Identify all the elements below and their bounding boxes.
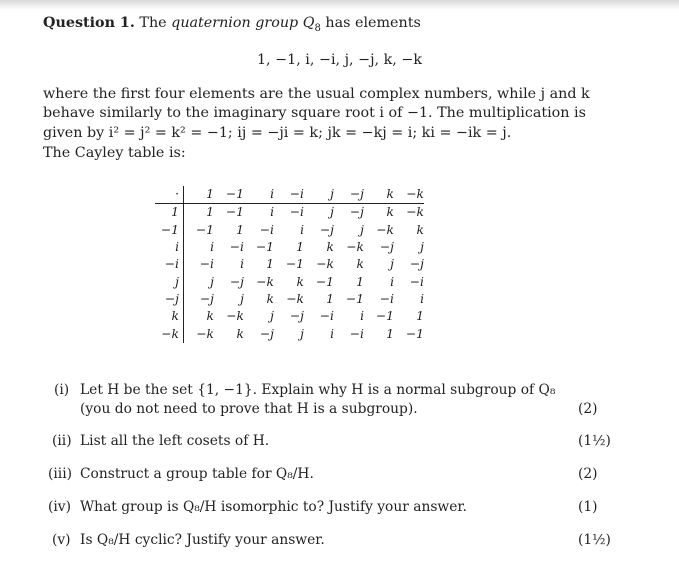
part-iii-mark: (2)	[578, 466, 598, 482]
table-row	[155, 273, 424, 290]
row-header: i	[155, 239, 184, 256]
intro-term: quaternion group Q	[171, 15, 315, 31]
col-header: j	[304, 186, 334, 204]
question-intro	[43, 14, 421, 38]
row-header: −1	[155, 222, 184, 239]
part-i-text: Let H be the set {1, −1}. Explain why H is a normal subgroup of Q₈	[80, 382, 556, 398]
cayley-table	[155, 186, 424, 343]
table-cell: j	[270, 309, 274, 324]
table-cell: −j	[379, 240, 394, 255]
table-cell: −j	[259, 326, 274, 341]
row-header: 1	[155, 204, 184, 222]
row-header: −i	[155, 256, 184, 273]
table-row	[155, 239, 424, 256]
table-row	[155, 325, 424, 342]
paragraph-line-3: given by i² = j² = k² = −1; ij = −ji = k; jk = −kj = i; ki = −ik = j.	[43, 125, 512, 141]
table-cell: i	[420, 291, 424, 306]
intro-pre: The	[139, 15, 172, 31]
table-cell: k	[206, 309, 214, 324]
table-row	[155, 222, 424, 239]
table-cell: −k	[376, 222, 394, 237]
table-cell: 1	[416, 309, 424, 324]
table-cell: −1	[345, 291, 364, 306]
table-cell: 1	[356, 274, 364, 289]
table-cell: j	[390, 257, 394, 272]
table-cell: −i	[349, 326, 364, 341]
table-cell: −1	[285, 257, 304, 272]
part-v-mark: (1½)	[578, 532, 611, 548]
table-cell: 1	[386, 326, 394, 341]
table-cell: 1	[236, 222, 244, 237]
table-cell: j	[300, 326, 304, 341]
table-cell: i	[270, 205, 274, 220]
paragraph-line-2: behave similarly to the imaginary square root i of −1. The multiplication is	[43, 105, 586, 121]
table-cell: j	[360, 222, 364, 237]
row-header: −k	[155, 325, 184, 342]
table-row	[155, 291, 424, 308]
table-cell: −k	[406, 205, 424, 220]
table-cell: −i	[289, 205, 304, 220]
col-header: −k	[394, 186, 424, 204]
table-cell: −k	[196, 326, 214, 341]
table-cell: k	[356, 257, 364, 272]
col-header: −i	[274, 186, 304, 204]
part-i-mark: (2)	[578, 401, 598, 417]
paragraph-line-1: where the first four elements are the usual complex numbers, while j and k	[43, 86, 590, 102]
table-cell: i	[240, 257, 244, 272]
part-i-text-continued: (you do not need to prove that H is a subgroup).	[80, 401, 418, 417]
table-cell: k	[416, 222, 424, 237]
table-cell: −j	[229, 274, 244, 289]
row-header: −j	[155, 291, 184, 308]
table-header-row	[155, 186, 424, 204]
row-header: j	[155, 273, 184, 290]
table-corner: ·	[155, 186, 184, 204]
part-v-text: Is Q₈/H cyclic? Justify your answer.	[80, 532, 325, 548]
table-cell: −i	[229, 240, 244, 255]
part-iv-mark: (1)	[578, 499, 598, 515]
col-header: −j	[334, 186, 364, 204]
table-cell: −i	[199, 257, 214, 272]
table-cell: −1	[255, 240, 274, 255]
table-cell: −k	[226, 309, 244, 324]
table-row	[155, 308, 424, 325]
table-cell: j	[210, 274, 214, 289]
table-cell: −j	[199, 291, 214, 306]
table-cell: k	[296, 274, 304, 289]
part-v-number: (v)	[52, 532, 71, 548]
part-ii-number: (ii)	[52, 433, 72, 449]
part-iv-text: What group is Q₈/H isomorphic to? Justify your answer.	[80, 499, 467, 515]
element-list: 1, −1, i, −i, j, −j, k, −k	[256, 52, 423, 68]
col-header: −1	[214, 186, 244, 204]
table-cell: i	[360, 309, 364, 324]
table-cell: 1	[326, 291, 334, 306]
paragraph-line-4: The Cayley table is:	[43, 145, 186, 161]
part-i-number: (i)	[54, 382, 70, 398]
table-cell: −j	[289, 309, 304, 324]
table-cell: −k	[316, 257, 334, 272]
table-cell: j	[420, 240, 424, 255]
table-row	[155, 256, 424, 273]
table-cell: −k	[286, 291, 304, 306]
table-cell: −i	[409, 274, 424, 289]
col-header: k	[364, 186, 394, 204]
table-cell: −i	[319, 309, 334, 324]
table-cell: 1	[206, 205, 214, 220]
table-cell: −i	[259, 222, 274, 237]
table-row	[155, 204, 424, 222]
table-cell: k	[236, 326, 244, 341]
table-cell: −j	[349, 205, 364, 220]
table-cell: −k	[346, 240, 364, 255]
table-cell: −1	[225, 205, 244, 220]
question-label: Question 1.	[43, 15, 135, 31]
table-cell: −1	[195, 222, 214, 237]
part-ii-text: List all the left cosets of H.	[80, 433, 270, 449]
col-header: i	[244, 186, 274, 204]
part-iii-number: (iii)	[48, 466, 73, 482]
table-cell: k	[386, 205, 394, 220]
col-header: 1	[184, 186, 215, 204]
table-cell: j	[330, 205, 334, 220]
table-cell: 1	[266, 257, 274, 272]
table-cell: k	[266, 291, 274, 306]
table-cell: i	[210, 240, 214, 255]
table-cell: −1	[315, 274, 334, 289]
part-iv-number: (iv)	[48, 499, 71, 515]
part-iii-text: Construct a group table for Q₈/H.	[80, 466, 314, 482]
table-cell: −j	[319, 222, 334, 237]
table-cell: −k	[256, 274, 274, 289]
row-header: k	[155, 308, 184, 325]
table-cell: j	[240, 291, 244, 306]
intro-post: has elements	[320, 15, 421, 31]
table-cell: k	[326, 240, 334, 255]
table-cell: −j	[409, 257, 424, 272]
table-cell: i	[330, 326, 334, 341]
table-cell: 1	[296, 240, 304, 255]
intro-subscript: 8	[314, 22, 321, 34]
table-cell: i	[390, 274, 394, 289]
table-cell: −1	[375, 309, 394, 324]
table-cell: −1	[405, 326, 424, 341]
part-ii-mark: (1½)	[578, 433, 611, 449]
table-cell: −i	[379, 291, 394, 306]
top-shadow-bar	[0, 0, 679, 10]
table-cell: i	[300, 222, 304, 237]
